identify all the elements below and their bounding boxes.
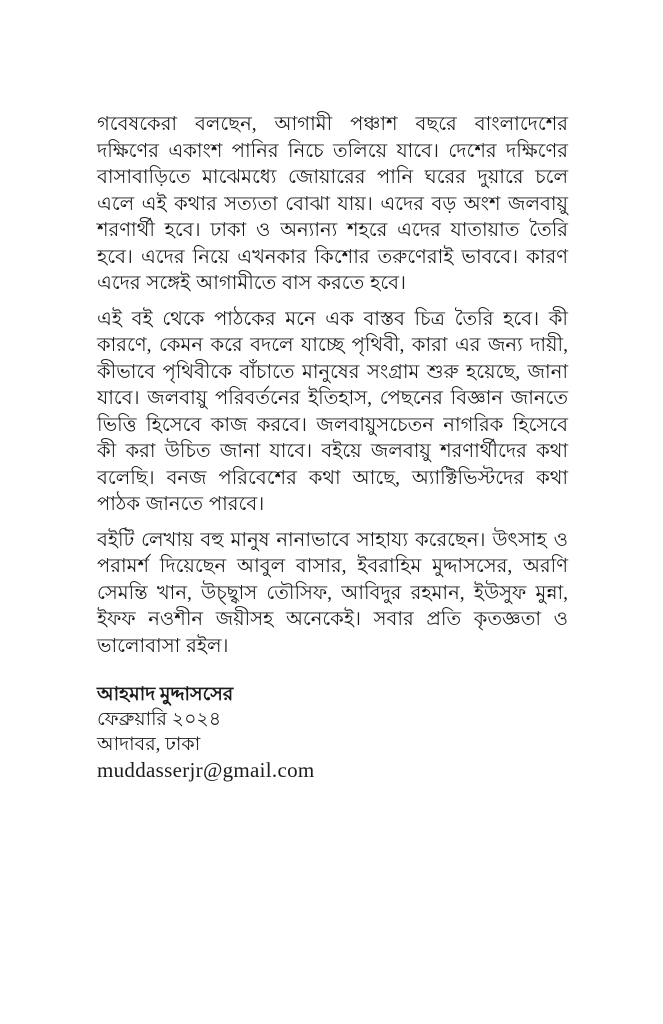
preface-paragraph-3: বইটি লেখায় বহু মানুষ নানাভাবে সাহায্য করেছেন। উৎসাহ ও পরামর্শ দিয়েছেন আবুল বাসার, ইবরাহিম মুদ্দাসসের, অরণি সেমন্তি খান, উচ্ছ্বাস তৌসিফ, আবিদুর রহমান, ইউসুফ মুন্না, ইফফ নওশীন জয়ীসহ অনেকেই। সবার প্রতি কৃতজ্ঞতা ও ভালোবাসা রইল। — [97, 529, 568, 657]
preface-paragraph-1: গবেষকেরা বলছেন, আগামী পঞ্চাশ বছরে বাংলাদেশের দক্ষিণের একাংশ পানির নিচে তলিয়ে যাবে। দেশের দক্ষিণের বাসাবাড়িতে মাঝেমধ্যে জোয়ারের পানি ঘরের দুয়ারে চলে এলে এই কথার সত্যতা বোঝা যায়। এদের বড় অংশ জলবায়ু শরণার্থী হবে। ঢাকা ও অন্যান্য শহরে এদের যাতায়াত তৈরি হবে। এদের নিয়ে এখনকার কিশোর তরুণেরাই ভাববে। কারণ এদের সঙ্গেই আগামীতে বাস করতে হবে। — [97, 114, 568, 294]
preface-paragraph-2: এই বই থেকে পাঠকের মনে এক বাস্তব চিত্র তৈরি হবে। কী কারণে, কেমন করে বদলে যাচ্ছে পৃথিবী, কারা এর জন্য দায়ী, কীভাবে পৃথিবীকে বাঁচাতে মানুষের সংগ্রাম শুরু হয়েছে, জানা যাবে। জলবায়ু পরিবর্তনের ইতিহাস, পেছনের বিজ্ঞান জানতে ভিত্তি হিসেবে কাজ করবে। জলবায়ুসচেতন নাগরিক হিসেবে কী করা উচিত জানা যাবে। বইয়ে জলবায়ু শরণার্থীদের কথা বলেছি। বনজ পরিবেশের কথা আছে, অ্যাক্টিভিস্টদের কথা পাঠক জানতে পারবে। — [97, 308, 568, 515]
signature-block — [97, 682, 568, 783]
page-content — [97, 112, 568, 783]
signature-date: ফেব্রুয়ারি ২০২৪ — [97, 709, 222, 730]
signature-location: আদাবর, ঢাকা — [97, 734, 201, 755]
author-name: আহমাদ মুদ্দাসসের — [97, 684, 234, 705]
author-email: muddasserjr@gmail.com — [97, 758, 315, 782]
